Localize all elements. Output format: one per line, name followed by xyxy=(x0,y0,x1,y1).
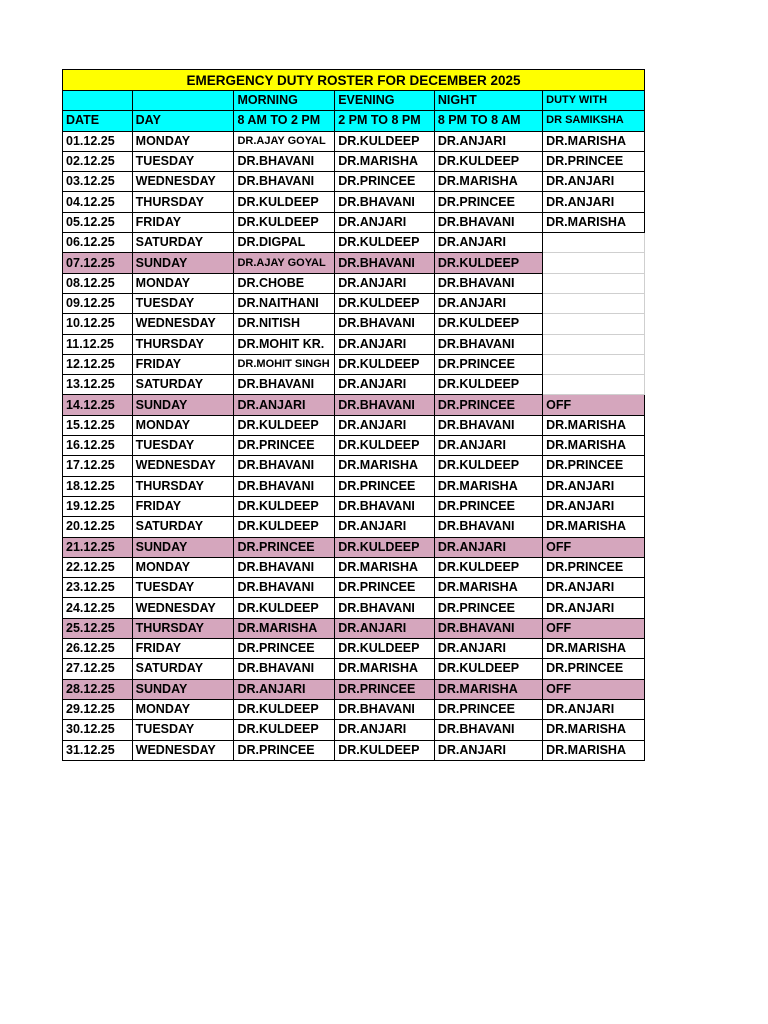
day-cell: THURSDAY xyxy=(132,192,234,212)
night-cell: DR.BHAVANI xyxy=(434,618,542,638)
table-row xyxy=(63,537,645,557)
morning-cell: DR.BHAVANI xyxy=(234,557,335,577)
table-row xyxy=(63,456,645,476)
evening-cell: DR.KULDEEP xyxy=(335,233,435,253)
night-cell: DR.BHAVANI xyxy=(434,720,542,740)
day-cell: TUESDAY xyxy=(132,436,234,456)
date-cell: 31.12.25 xyxy=(63,740,133,760)
date-cell: 03.12.25 xyxy=(63,172,133,192)
evening-cell: DR.BHAVANI xyxy=(335,314,435,334)
morning-cell: DR.AJAY GOYAL xyxy=(234,253,335,273)
evening-cell: DR.ANJARI xyxy=(335,334,435,354)
morning-cell: DR.PRINCEE xyxy=(234,740,335,760)
duty-with-cell: DR.MARISHA xyxy=(543,415,645,435)
day-cell: SUNDAY xyxy=(132,537,234,557)
morning-cell: DR.KULDEEP xyxy=(234,517,335,537)
date-cell: 22.12.25 xyxy=(63,557,133,577)
duty-with-cell: DR.PRINCEE xyxy=(543,456,645,476)
evening-cell: DR.BHAVANI xyxy=(335,395,435,415)
date-cell: 15.12.25 xyxy=(63,415,133,435)
duty-with-cell xyxy=(543,233,645,253)
night-cell: DR.PRINCEE xyxy=(434,354,542,374)
date-cell: 25.12.25 xyxy=(63,618,133,638)
night-cell: DR.ANJARI xyxy=(434,131,542,151)
header-cell xyxy=(63,91,133,111)
night-cell: DR.ANJARI xyxy=(434,740,542,760)
day-cell: TUESDAY xyxy=(132,151,234,171)
duty-with-cell: DR.MARISHA xyxy=(543,517,645,537)
date-cell: 23.12.25 xyxy=(63,578,133,598)
evening-cell: DR.ANJARI xyxy=(335,375,435,395)
night-cell: DR.KULDEEP xyxy=(434,557,542,577)
evening-cell: DR.MARISHA xyxy=(335,456,435,476)
table-row xyxy=(63,618,645,638)
night-cell: DR.ANJARI xyxy=(434,293,542,313)
morning-cell: DR.BHAVANI xyxy=(234,375,335,395)
morning-cell: DR.BHAVANI xyxy=(234,659,335,679)
table-row xyxy=(63,273,645,293)
table-row xyxy=(63,496,645,516)
date-cell: 01.12.25 xyxy=(63,131,133,151)
morning-cell: DR.PRINCEE xyxy=(234,639,335,659)
duty-roster-table xyxy=(62,69,645,761)
night-cell: DR.KULDEEP xyxy=(434,456,542,476)
duty-with-cell: DR.ANJARI xyxy=(543,172,645,192)
duty-with-cell: DR.ANJARI xyxy=(543,476,645,496)
table-row xyxy=(63,699,645,719)
date-cell: 24.12.25 xyxy=(63,598,133,618)
morning-cell: DR.BHAVANI xyxy=(234,476,335,496)
table-row xyxy=(63,720,645,740)
day-cell: FRIDAY xyxy=(132,212,234,232)
date-cell: 06.12.25 xyxy=(63,233,133,253)
morning-cell: DR.KULDEEP xyxy=(234,598,335,618)
night-cell: DR.MARISHA xyxy=(434,172,542,192)
day-cell: FRIDAY xyxy=(132,354,234,374)
day-cell: SATURDAY xyxy=(132,659,234,679)
night-cell: DR.PRINCEE xyxy=(434,699,542,719)
roster-title-row xyxy=(63,70,645,91)
duty-with-cell: DR.MARISHA xyxy=(543,720,645,740)
duty-with-cell xyxy=(543,273,645,293)
day-cell: SATURDAY xyxy=(132,375,234,395)
day-cell: FRIDAY xyxy=(132,639,234,659)
header-row-1 xyxy=(63,91,645,111)
table-row xyxy=(63,233,645,253)
morning-cell: DR.KULDEEP xyxy=(234,699,335,719)
night-cell: DR.BHAVANI xyxy=(434,212,542,232)
morning-cell: DR.BHAVANI xyxy=(234,172,335,192)
night-cell: DR.MARISHA xyxy=(434,476,542,496)
duty-with-cell: DR.ANJARI xyxy=(543,699,645,719)
table-row xyxy=(63,639,645,659)
header-night: NIGHT xyxy=(434,91,542,111)
morning-cell: DR.MARISHA xyxy=(234,618,335,638)
morning-cell: DR.ANJARI xyxy=(234,395,335,415)
header-date: DATE xyxy=(63,111,133,131)
duty-with-cell: OFF xyxy=(543,537,645,557)
night-cell: DR.PRINCEE xyxy=(434,496,542,516)
morning-cell: DR.MOHIT KR. xyxy=(234,334,335,354)
table-row xyxy=(63,253,645,273)
evening-cell: DR.KULDEEP xyxy=(335,537,435,557)
table-row xyxy=(63,476,645,496)
day-cell: WEDNESDAY xyxy=(132,456,234,476)
date-cell: 12.12.25 xyxy=(63,354,133,374)
night-cell: DR.KULDEEP xyxy=(434,151,542,171)
date-cell: 17.12.25 xyxy=(63,456,133,476)
header-cell xyxy=(132,91,234,111)
morning-cell: DR.PRINCEE xyxy=(234,537,335,557)
duty-with-cell xyxy=(543,314,645,334)
table-row xyxy=(63,740,645,760)
evening-cell: DR.KULDEEP xyxy=(335,740,435,760)
day-cell: FRIDAY xyxy=(132,496,234,516)
evening-cell: DR.ANJARI xyxy=(335,517,435,537)
night-cell: DR.BHAVANI xyxy=(434,517,542,537)
header-day: DAY xyxy=(132,111,234,131)
day-cell: MONDAY xyxy=(132,415,234,435)
date-cell: 11.12.25 xyxy=(63,334,133,354)
day-cell: SATURDAY xyxy=(132,233,234,253)
date-cell: 18.12.25 xyxy=(63,476,133,496)
morning-cell: DR.KULDEEP xyxy=(234,720,335,740)
duty-with-cell xyxy=(543,354,645,374)
table-row xyxy=(63,517,645,537)
table-row xyxy=(63,314,645,334)
table-row xyxy=(63,151,645,171)
day-cell: WEDNESDAY xyxy=(132,314,234,334)
date-cell: 27.12.25 xyxy=(63,659,133,679)
evening-cell: DR.PRINCEE xyxy=(335,172,435,192)
header-evening: EVENING xyxy=(335,91,435,111)
night-cell: DR.KULDEEP xyxy=(434,375,542,395)
date-cell: 05.12.25 xyxy=(63,212,133,232)
duty-with-cell: OFF xyxy=(543,618,645,638)
night-cell: DR.PRINCEE xyxy=(434,192,542,212)
day-cell: SUNDAY xyxy=(132,395,234,415)
night-cell: DR.PRINCEE xyxy=(434,598,542,618)
day-cell: WEDNESDAY xyxy=(132,172,234,192)
header-night-time: 8 PM TO 8 AM xyxy=(434,111,542,131)
date-cell: 08.12.25 xyxy=(63,273,133,293)
duty-with-cell: DR.ANJARI xyxy=(543,598,645,618)
table-row xyxy=(63,598,645,618)
evening-cell: DR.PRINCEE xyxy=(335,679,435,699)
day-cell: THURSDAY xyxy=(132,618,234,638)
table-row xyxy=(63,172,645,192)
night-cell: DR.PRINCEE xyxy=(434,395,542,415)
evening-cell: DR.ANJARI xyxy=(335,720,435,740)
night-cell: DR.KULDEEP xyxy=(434,659,542,679)
header-duty-doctor: DR SAMIKSHA xyxy=(543,111,645,131)
morning-cell: DR.BHAVANI xyxy=(234,151,335,171)
morning-cell: DR.DIGPAL xyxy=(234,233,335,253)
morning-cell: DR.AJAY GOYAL xyxy=(234,131,335,151)
header-duty-with: DUTY WITH xyxy=(543,91,645,111)
evening-cell: DR.PRINCEE xyxy=(335,578,435,598)
night-cell: DR.ANJARI xyxy=(434,436,542,456)
evening-cell: DR.KULDEEP xyxy=(335,131,435,151)
morning-cell: DR.PRINCEE xyxy=(234,436,335,456)
duty-with-cell: DR.PRINCEE xyxy=(543,557,645,577)
duty-with-cell: DR.PRINCEE xyxy=(543,151,645,171)
duty-with-cell: DR.MARISHA xyxy=(543,131,645,151)
table-row xyxy=(63,679,645,699)
day-cell: SUNDAY xyxy=(132,253,234,273)
night-cell: DR.BHAVANI xyxy=(434,273,542,293)
header-morning-time: 8 AM TO 2 PM xyxy=(234,111,335,131)
evening-cell: DR.MARISHA xyxy=(335,557,435,577)
date-cell: 07.12.25 xyxy=(63,253,133,273)
duty-with-cell xyxy=(543,375,645,395)
morning-cell: DR.ANJARI xyxy=(234,679,335,699)
morning-cell: DR.NAITHANI xyxy=(234,293,335,313)
day-cell: WEDNESDAY xyxy=(132,598,234,618)
night-cell: DR.KULDEEP xyxy=(434,314,542,334)
evening-cell: DR.BHAVANI xyxy=(335,598,435,618)
table-row xyxy=(63,354,645,374)
evening-cell: DR.ANJARI xyxy=(335,273,435,293)
date-cell: 16.12.25 xyxy=(63,436,133,456)
duty-with-cell: DR.MARISHA xyxy=(543,639,645,659)
evening-cell: DR.BHAVANI xyxy=(335,253,435,273)
date-cell: 29.12.25 xyxy=(63,699,133,719)
morning-cell: DR.KULDEEP xyxy=(234,212,335,232)
date-cell: 21.12.25 xyxy=(63,537,133,557)
day-cell: MONDAY xyxy=(132,557,234,577)
evening-cell: DR.ANJARI xyxy=(335,618,435,638)
table-row xyxy=(63,557,645,577)
date-cell: 02.12.25 xyxy=(63,151,133,171)
header-morning: MORNING xyxy=(234,91,335,111)
evening-cell: DR.KULDEEP xyxy=(335,293,435,313)
day-cell: SATURDAY xyxy=(132,517,234,537)
morning-cell: DR.CHOBE xyxy=(234,273,335,293)
evening-cell: DR.ANJARI xyxy=(335,212,435,232)
roster-title: EMERGENCY DUTY ROSTER FOR DECEMBER 2025 xyxy=(63,70,645,91)
morning-cell: DR.KULDEEP xyxy=(234,192,335,212)
day-cell: WEDNESDAY xyxy=(132,740,234,760)
night-cell: DR.ANJARI xyxy=(434,639,542,659)
morning-cell: DR.MOHIT SINGH xyxy=(234,354,335,374)
table-row xyxy=(63,578,645,598)
day-cell: TUESDAY xyxy=(132,720,234,740)
night-cell: DR.MARISHA xyxy=(434,578,542,598)
evening-cell: DR.KULDEEP xyxy=(335,354,435,374)
day-cell: MONDAY xyxy=(132,131,234,151)
date-cell: 14.12.25 xyxy=(63,395,133,415)
morning-cell: DR.BHAVANI xyxy=(234,456,335,476)
table-row xyxy=(63,436,645,456)
table-row xyxy=(63,395,645,415)
duty-with-cell xyxy=(543,293,645,313)
evening-cell: DR.PRINCEE xyxy=(335,476,435,496)
morning-cell: DR.KULDEEP xyxy=(234,496,335,516)
evening-cell: DR.KULDEEP xyxy=(335,639,435,659)
day-cell: SUNDAY xyxy=(132,679,234,699)
day-cell: THURSDAY xyxy=(132,476,234,496)
date-cell: 09.12.25 xyxy=(63,293,133,313)
day-cell: THURSDAY xyxy=(132,334,234,354)
table-row xyxy=(63,293,645,313)
date-cell: 30.12.25 xyxy=(63,720,133,740)
table-row xyxy=(63,659,645,679)
morning-cell: DR.NITISH xyxy=(234,314,335,334)
duty-with-cell: DR.ANJARI xyxy=(543,192,645,212)
duty-with-cell xyxy=(543,334,645,354)
day-cell: MONDAY xyxy=(132,273,234,293)
table-row xyxy=(63,131,645,151)
day-cell: MONDAY xyxy=(132,699,234,719)
morning-cell: DR.BHAVANI xyxy=(234,578,335,598)
duty-with-cell: DR.ANJARI xyxy=(543,496,645,516)
table-row xyxy=(63,212,645,232)
date-cell: 13.12.25 xyxy=(63,375,133,395)
evening-cell: DR.BHAVANI xyxy=(335,699,435,719)
duty-with-cell xyxy=(543,253,645,273)
night-cell: DR.MARISHA xyxy=(434,679,542,699)
day-cell: TUESDAY xyxy=(132,578,234,598)
night-cell: DR.BHAVANI xyxy=(434,415,542,435)
date-cell: 28.12.25 xyxy=(63,679,133,699)
duty-with-cell: OFF xyxy=(543,679,645,699)
morning-cell: DR.KULDEEP xyxy=(234,415,335,435)
date-cell: 04.12.25 xyxy=(63,192,133,212)
table-row xyxy=(63,375,645,395)
night-cell: DR.BHAVANI xyxy=(434,334,542,354)
header-row-2 xyxy=(63,111,645,131)
duty-with-cell: DR.MARISHA xyxy=(543,740,645,760)
table-row xyxy=(63,415,645,435)
night-cell: DR.KULDEEP xyxy=(434,253,542,273)
evening-cell: DR.MARISHA xyxy=(335,659,435,679)
day-cell: TUESDAY xyxy=(132,293,234,313)
date-cell: 19.12.25 xyxy=(63,496,133,516)
table-row xyxy=(63,192,645,212)
duty-with-cell: DR.MARISHA xyxy=(543,212,645,232)
night-cell: DR.ANJARI xyxy=(434,233,542,253)
date-cell: 26.12.25 xyxy=(63,639,133,659)
date-cell: 10.12.25 xyxy=(63,314,133,334)
duty-with-cell: DR.ANJARI xyxy=(543,578,645,598)
evening-cell: DR.BHAVANI xyxy=(335,496,435,516)
evening-cell: DR.ANJARI xyxy=(335,415,435,435)
duty-with-cell: DR.MARISHA xyxy=(543,436,645,456)
night-cell: DR.ANJARI xyxy=(434,537,542,557)
header-evening-time: 2 PM TO 8 PM xyxy=(335,111,435,131)
evening-cell: DR.MARISHA xyxy=(335,151,435,171)
date-cell: 20.12.25 xyxy=(63,517,133,537)
duty-with-cell: DR.PRINCEE xyxy=(543,659,645,679)
evening-cell: DR.KULDEEP xyxy=(335,436,435,456)
evening-cell: DR.BHAVANI xyxy=(335,192,435,212)
table-row xyxy=(63,334,645,354)
duty-with-cell: OFF xyxy=(543,395,645,415)
